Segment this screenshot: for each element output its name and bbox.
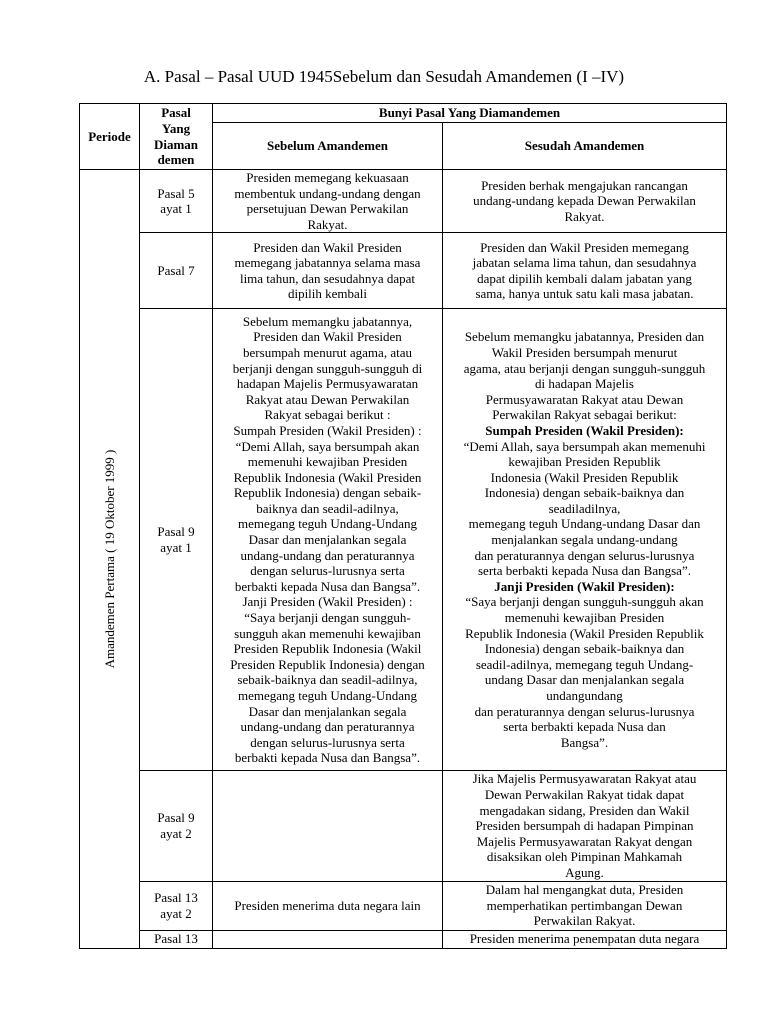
sebelum-line: Republik Indonesia) dengan sebaik-	[233, 485, 422, 501]
sebelum-line: Sebelum memangku jabatannya,	[242, 313, 413, 329]
sebelum-line: berbakti kepada Nusa dan Bangsa”.	[234, 750, 421, 766]
sebelum-line: Presiden Republik Indonesia) dengan	[230, 656, 425, 672]
sesudah-line: di hadapan Majelis	[535, 376, 634, 392]
sebelum-line: Presiden Republik Indonesia (Wakil	[233, 641, 422, 657]
sebelum-line: berbakti kepada Nusa dan Bangsa”.	[234, 578, 421, 594]
sesudah-cell	[443, 233, 727, 309]
periode-header: Periode	[80, 104, 140, 170]
pasal-line: Pasal 5	[157, 185, 195, 201]
sebelum-line: undang-undang dan peraturannya	[240, 547, 415, 563]
sesudah-line: memperhatikan pertimbangan Dewan	[486, 897, 683, 913]
sesudah-line: kewajiban Presiden Republik	[508, 454, 661, 470]
sesudah-line: Dalam hal mengangkat duta, Presiden	[485, 882, 684, 898]
pasal-cell	[140, 930, 213, 948]
sesudah-line: Sebelum memangku jabatannya, Presiden dan	[464, 329, 705, 345]
pasal-cell	[140, 309, 213, 771]
sebelum-line: bersumpah menurut agama, atau	[243, 344, 412, 360]
sesudah-line: Presiden berhak mengajukan rancangan	[481, 177, 688, 193]
sebelum-line: Dasar dan menjalankan segala	[248, 532, 407, 548]
sesudah-line: Perwakilan Rakyat sebagai berikut:	[492, 407, 677, 423]
sesudah-line: seadiladilnya,	[548, 500, 621, 516]
sebelum-line: memegang teguh Undang-Undang	[237, 516, 418, 532]
sesudah-line: disaksikan oleh Pimpinan Mahkamah	[486, 849, 683, 865]
sesudah-line: Indonesia) dengan sebaik-baiknya dan	[484, 641, 685, 657]
sebelum-cell	[213, 170, 443, 233]
table-row	[80, 309, 727, 771]
pasal-cell	[140, 881, 213, 930]
sesudah-line: Majelis Permusyawaratan Rakyat dengan	[476, 833, 693, 849]
table-row	[80, 930, 727, 948]
table-row	[80, 233, 727, 309]
sebelum-line: “Demi Allah, saya bersumpah akan	[235, 438, 420, 454]
sesudah-line: seadil-adilnya, memegang teguh Undang-	[475, 656, 694, 672]
sebelum-line: Presiden dan Wakil Presiden	[253, 239, 402, 255]
pasal-cell	[140, 771, 213, 881]
sebelum-line: sebaik-baiknya dan seadil-adilnya,	[237, 672, 418, 688]
sebelum-line: “Saya berjanji dengan sungguh-	[244, 610, 411, 626]
amendment-table	[79, 103, 727, 949]
sesudah-cell	[443, 930, 727, 948]
sesudah-line: Agung.	[565, 864, 604, 880]
sebelum-cell	[213, 771, 443, 881]
sesudah-line: “Demi Allah, saya bersumpah akan memenuhi	[463, 438, 706, 454]
sebelum-line: dipilih kembali	[287, 286, 368, 302]
sebelum-line: Rakyat atau Dewan Perwakilan	[245, 391, 410, 407]
sebelum-line: Rakyat sebagai berikut :	[264, 407, 391, 423]
sebelum-line: memenuhi kewajiban Presiden	[247, 454, 408, 470]
sebelum-line: persetujuan Dewan Perwakilan	[246, 201, 409, 217]
sebelum-line: membentuk undang-undang dengan	[234, 185, 421, 201]
sesudah-line: undangundang	[546, 688, 623, 704]
sesudah-cell	[443, 309, 727, 771]
pasal-cell	[140, 233, 213, 309]
sesudah-line: dapat dipilih kembali dalam jabatan yang	[477, 270, 692, 286]
sesudah-line: undang Dasar dan menjalankan segala	[484, 672, 685, 688]
sesudah-line: Jika Majelis Permusyawaratan Rakyat atau	[472, 771, 697, 787]
pasal-line: Pasal 9	[157, 524, 195, 540]
sesudah-line: Perwakilan Rakyat.	[533, 913, 636, 929]
sesudah-line: menjalankan segala undang-undang	[491, 532, 678, 548]
table-row	[80, 170, 727, 233]
pasal-line: ayat 1	[160, 539, 192, 555]
sesudah-line: Indonesia) dengan sebaik-baiknya dan	[484, 485, 685, 501]
sesudah-line: Dewan Perwakilan Rakyat tidak dapat	[484, 786, 685, 802]
sebelum-line: berjanji dengan sungguh-sungguh di	[232, 360, 423, 376]
pasal-line: ayat 2	[160, 825, 192, 841]
sebelum-line: Rakyat.	[307, 216, 348, 232]
sesudah-line: Presiden dan Wakil Presiden memegang	[480, 239, 689, 255]
sebelum-line: lima tahun, dan sesudahnya dapat	[239, 270, 416, 286]
sebelum-cell	[213, 930, 443, 948]
sesudah-line: Bangsa”.	[560, 734, 609, 750]
pasal-line: ayat 1	[160, 201, 192, 217]
sesudah-line: serta berbakti kepada Nusa dan	[503, 719, 666, 735]
sebelum-line: Presiden menerima duta negara lain	[234, 897, 421, 913]
sesudah-line: undang-undang kepada Dewan Perwakilan	[473, 193, 696, 209]
sebelum-line: memegang teguh Undang-Undang	[237, 688, 418, 704]
sesudah-line: “Saya berjanji dengan sungguh-sungguh akan	[465, 594, 704, 610]
sesudah-line: Republik Indonesia (Wakil Presiden Republik	[465, 625, 704, 641]
sebelum-cell	[213, 309, 443, 771]
sebelum-line: sungguh akan memenuhi kewajiban	[234, 625, 421, 641]
period-label: Amandemen Pertama ( 19 Oktober 1999 )	[101, 449, 117, 669]
sebelum-line: Republik Indonesia (Wakil Presiden	[233, 469, 422, 485]
pasal-line: Pasal 9	[157, 810, 195, 826]
sebelum-line: Janji Presiden (Wakil Presiden) :	[242, 594, 413, 610]
pasal-line: ayat 2	[160, 905, 192, 921]
sesudah-line: Wakil Presiden bersumpah menurut	[491, 344, 678, 360]
sesudah-line: dan peraturannya dengan selurus-lurusnya	[474, 547, 695, 563]
sesudah-line: jabatan selama lima tahun, dan sesudahnya	[472, 255, 697, 271]
sesudah-header: Sesudah Amandemen	[443, 123, 727, 170]
sebelum-cell	[213, 233, 443, 309]
page-title: A. Pasal – Pasal UUD 1945Sebelum dan Sesudah Amandemen (I –IV)	[143, 67, 625, 86]
pasal-line: Pasal 13	[154, 889, 198, 905]
table-row	[80, 771, 727, 881]
sesudah-line: Sumpah Presiden (Wakil Presiden):	[485, 422, 684, 438]
sebelum-line: hadapan Majelis Permusyawaratan	[236, 376, 419, 392]
sesudah-line: Presiden menerima penempatan duta negara	[469, 931, 700, 947]
sesudah-line: dan peraturannya dengan selurus-lurusnya	[474, 703, 695, 719]
sebelum-line: Presiden dan Wakil Presiden	[253, 329, 402, 345]
sebelum-line: dengan selurus-lurusnya serta	[250, 734, 405, 750]
sesudah-line: Rakyat.	[564, 208, 605, 224]
sebelum-header: Sebelum Amandemen	[213, 123, 443, 170]
sesudah-cell	[443, 881, 727, 930]
sebelum-line: memegang jabatannya selama masa	[234, 255, 421, 271]
sesudah-cell	[443, 170, 727, 233]
sebelum-line: Presiden memegang kekuasaan	[246, 170, 409, 185]
sesudah-line: serta berbakti kepada Nusa dan Bangsa”.	[478, 563, 691, 579]
sesudah-line: mengadakan sidang, Presiden dan Wakil	[479, 802, 690, 818]
sesudah-line: Presiden bersumpah di hadapan Pimpinan	[475, 818, 694, 834]
sesudah-line: agama, atau berjanji dengan sungguh-sungguh	[463, 360, 706, 376]
sebelum-line: undang-undang dan peraturannya	[240, 719, 415, 735]
sesudah-cell	[443, 771, 727, 881]
sebelum-line: Sumpah Presiden (Wakil Presiden) :	[233, 422, 422, 438]
period-cell	[80, 170, 140, 949]
sesudah-line: sama, hanya untuk satu kali masa jabatan.	[475, 286, 694, 302]
pasal-cell	[140, 170, 213, 233]
sebelum-cell	[213, 881, 443, 930]
pasal-line: Pasal 7	[157, 263, 195, 279]
sesudah-line: Janji Presiden (Wakil Presiden):	[494, 578, 675, 594]
sebelum-line: Dasar dan menjalankan segala	[248, 703, 407, 719]
sesudah-line: Indonesia (Wakil Presiden Republik	[490, 469, 679, 485]
sebelum-line: dengan selurus-lurusnya serta	[250, 563, 405, 579]
bunyi-header: Bunyi Pasal Yang Diamandemen	[213, 104, 727, 123]
pasal-header: Pasal Yang Diaman demen	[140, 104, 213, 170]
table-row	[80, 881, 727, 930]
sesudah-line: memegang teguh Undang-undang Dasar dan	[468, 516, 701, 532]
sesudah-line: memenuhi kewajiban Presiden	[504, 610, 665, 626]
pasal-line: Pasal 13	[154, 931, 198, 947]
sesudah-line: Permusyawaratan Rakyat atau Dewan	[485, 391, 684, 407]
sebelum-line: baiknya dan seadil-adilnya,	[256, 500, 399, 516]
